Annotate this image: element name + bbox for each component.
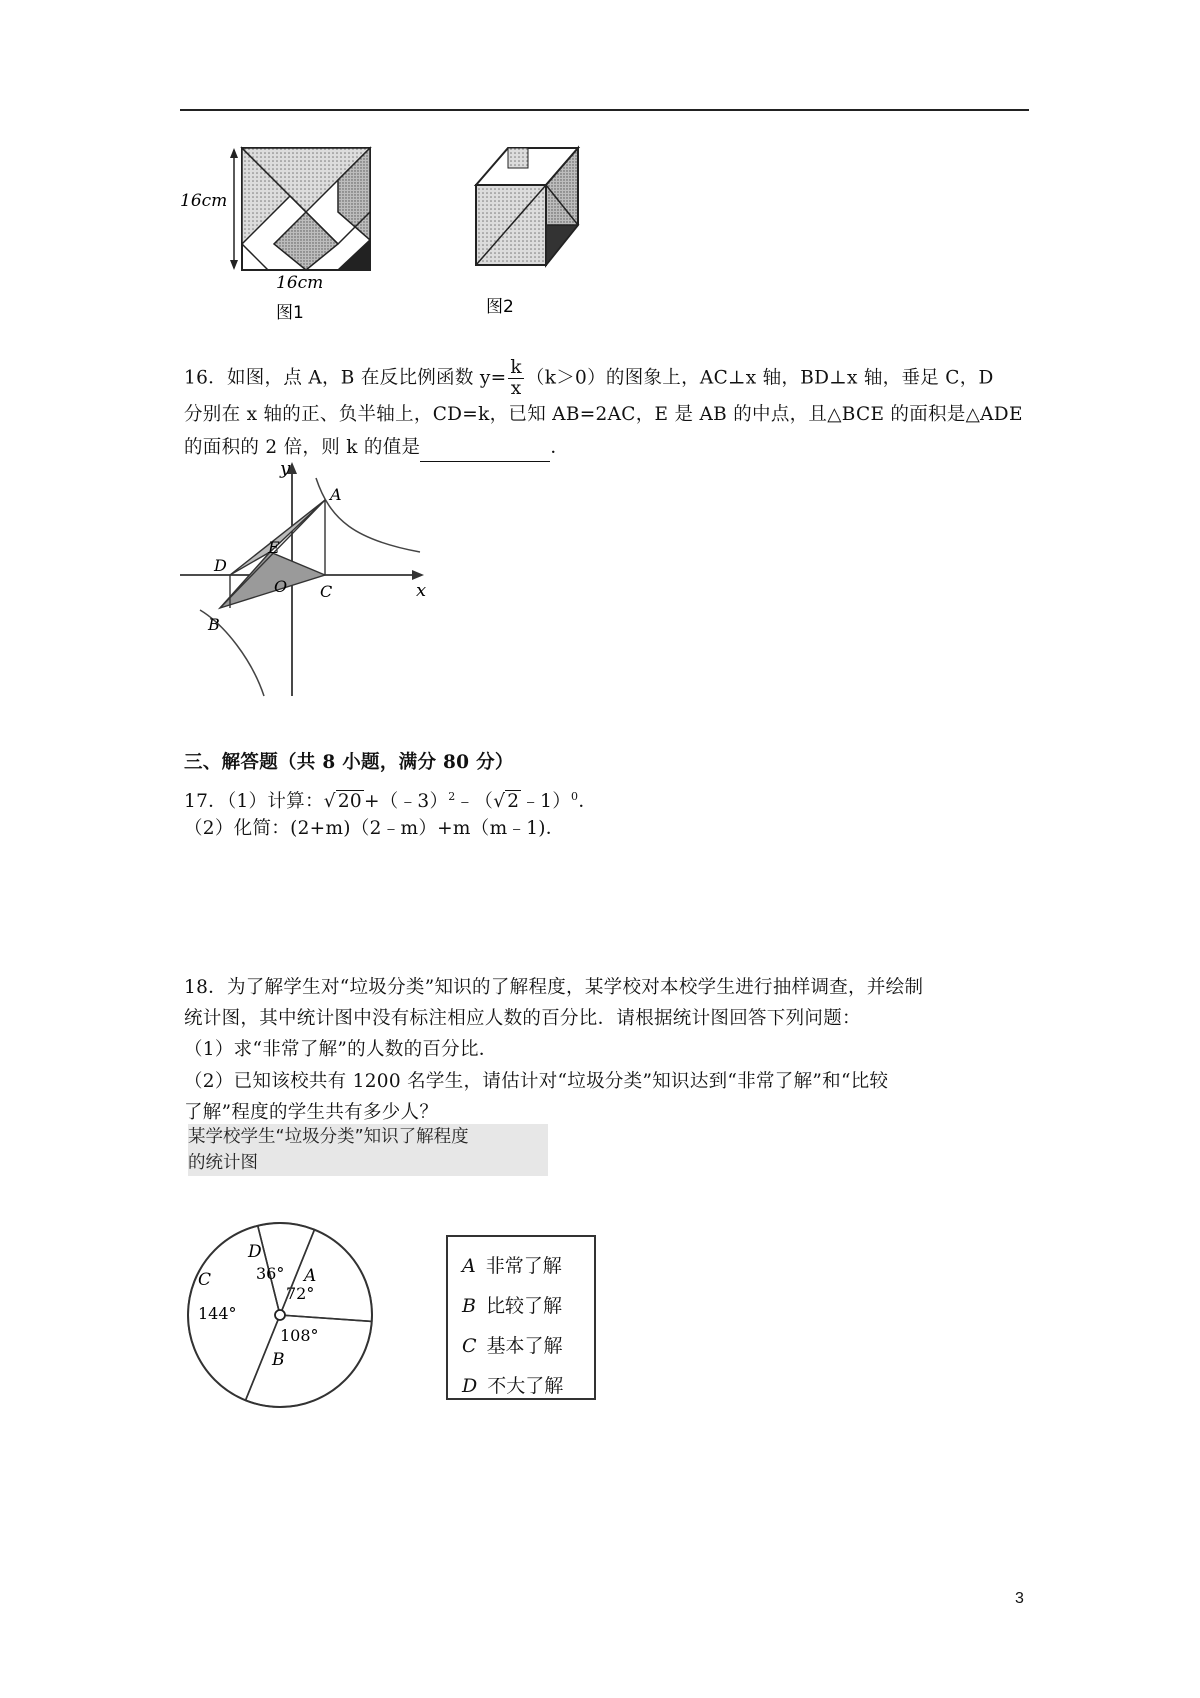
dim-horizontal-label: 16cm [276,273,324,293]
sqrt-20: √ 20 [323,791,362,813]
label-E: E [268,538,280,557]
pie-label-D: D [248,1242,262,1262]
sqrt-2-radicand: 2 [507,791,520,813]
fraction-numerator: k [510,357,522,378]
fig1-caption: 图1 [276,303,304,323]
triangle-BCE [220,552,325,608]
q17-line1 [184,783,597,816]
label-x: x [416,580,427,601]
legend-item-B [462,1291,562,1318]
q17-text-c: ﹣（ [455,791,494,813]
label-y: y [280,460,291,479]
chart-title-line1: 某学校学生“垃圾分类”知识了解程度 [188,1127,469,1147]
pie-label-B: B [272,1350,285,1370]
q17-line2: （2）化简：(2+m)（2﹣m）+m（m﹣1)． [184,818,565,839]
q17-text-d: ﹣1） [521,791,572,813]
q18-line3: （1）求“非常了解”的人数的百分比． [184,1039,498,1060]
q18-line2: 统计图，其中统计图中没有标注相应人数的百分比．请根据统计图回答下列问题： [184,1008,861,1029]
q16-line1 [184,358,994,399]
q17-exponent-2: 2 [448,790,456,803]
pie-center-mark [275,1310,285,1320]
q18-line1: 18．为了解学生对“垃圾分类”知识的了解程度，某学校对本校学生进行抽样调查，并绘制 [184,977,924,998]
pie-angle-label-B: 108° [280,1326,319,1345]
legend-item-A [462,1251,562,1278]
pie-angle-label-C: 144° [198,1304,237,1323]
pie-label-C: C [198,1270,212,1290]
legend-item-C [462,1331,563,1358]
page-number: 3 [1015,1590,1024,1607]
q16-text-b: （k＞0）的图象上，AC⊥x 轴，BD⊥x 轴，垂足 C，D [525,367,994,389]
legend-item-D [462,1371,563,1398]
label-A: A [330,485,342,504]
legend-text: 非常了解 [485,1255,562,1277]
label-D: D [214,556,227,575]
q18-line4: （2）已知该校共有 1200 名学生，请估计对“垃圾分类”知识达到“非常了解”和“比较 [184,1071,889,1092]
q16-line2: 分别在 x 轴的正、负半轴上，CD=k，已知 AB=2AC，E 是 AB 的中点，且△BCE 的面积是△ADE [184,404,1023,425]
chart-title-line2: 的统计图 [188,1153,258,1173]
legend-text: 基本了解 [486,1335,563,1357]
q18-line5: 了解”程度的学生共有多少人？ [184,1102,439,1123]
figure-2 [470,140,610,325]
fraction-k-over-x [508,358,524,399]
legend-letter: B [462,1295,476,1317]
section-3-heading: 三、解答题（共 8 小题，满分 80 分） [184,752,514,773]
label-B: B [208,615,220,634]
legend-letter: A [462,1255,476,1277]
q17-text-e: ． [578,791,598,813]
q16-text-a: 16．如图，点 A，B 在反比例函数 y= [184,367,507,389]
figure-1 [180,140,380,325]
legend-letter: C [462,1335,477,1357]
sqrt-2: √ 2 [493,791,520,813]
q16-text-c: 的面积的 2 倍，则 k 的值是 [184,437,421,458]
q17-text-b: +（﹣3） [364,791,449,813]
fig2-caption: 图2 [486,297,514,317]
pie-angle-label-A: 72° [286,1284,315,1303]
q17-exponent-0: 0 [571,790,579,803]
legend-letter: D [462,1375,478,1397]
dim-vertical-label: 16cm [180,191,228,211]
header-rule [180,109,1029,111]
legend-text: 不大了解 [487,1375,564,1397]
pie-chart [180,1215,380,1415]
chart-legend [446,1235,596,1400]
q17-text-a: 17．（1）计算： [184,791,324,813]
answer-blank [420,441,550,462]
q16-coordinate-graph [180,460,430,700]
q16-line3 [184,434,569,462]
chart-title [188,1124,548,1176]
legend-text: 比较了解 [485,1295,562,1317]
label-O: O [274,577,288,596]
label-C: C [320,582,333,601]
q16-text-d: ． [550,437,570,458]
sqrt-20-radicand: 20 [337,791,362,813]
pie-angle-label-D: 36° [256,1264,285,1283]
fraction-denominator: x [510,378,522,399]
pie-label-A: A [304,1266,317,1286]
